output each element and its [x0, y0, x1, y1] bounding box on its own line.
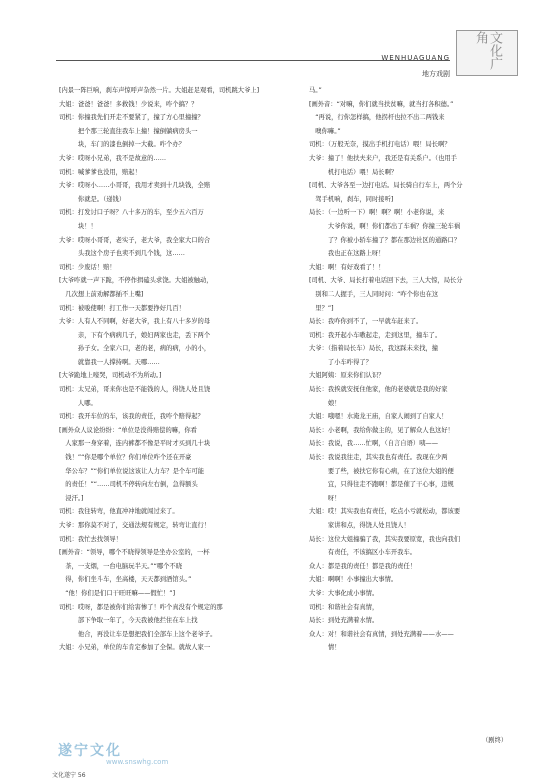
script-line: 局长：我挨就安抚住他家，他的老婆就是我的好家 — [309, 386, 448, 394]
script-line: [内景一阵巨响，刹车声惊呼声杂然一片。大姐赶足观看，司机跳大爷上] — [59, 87, 260, 94]
script-line: 块，车门的漆也倒掉一大截。咋个办？ — [59, 141, 185, 149]
script-line: [画外音：“对嘛，你们就当扶贫嘛，就当打各积德。” — [309, 100, 454, 108]
script-line: 大爷：（指着局长车）局长，我这踩未来找，撞 — [309, 345, 439, 353]
script-line: 我也正在这路上呀！ — [309, 250, 385, 258]
script-line: 里？”] — [309, 304, 334, 312]
script-line: 局长：这位大姐撞骗了我，其实我要原宽，我也向我们 — [309, 535, 461, 543]
script-line: 他合，再没让车是想把我们全部车上这个老爷子。 — [59, 630, 217, 638]
script-line: 大姐阿姨：原来你们认识？ — [309, 372, 385, 380]
script-line: 司机：和谐社会有真情， — [309, 603, 379, 611]
script-line: 了小车咋得了？ — [309, 358, 372, 366]
script-line: 司机：我开起小车嗷起走，走到这里，撞车了。 — [309, 331, 442, 339]
script-line: 钱！”“你是哪个单位？你们单位咋个还在开豪 — [59, 454, 192, 462]
left-column — [59, 84, 284, 655]
script-line: 局长：我说，我……忙啊，（自言自语）咦—— — [309, 440, 439, 448]
script-line: 块！！ — [59, 222, 97, 230]
script-line: 了？你被小轿车撞了？都在那边社区的通路口？ — [309, 236, 461, 244]
script-line: 大爷：那你莫不对了，交通法规有规定，转弯让直行！ — [59, 522, 211, 529]
script-line: [大爷咋就一声下跪，不停作揖磕头求饶。大姐被触动， — [59, 277, 213, 285]
footer-brand: 遂宁文化 — [58, 743, 122, 759]
script-line: 头我这个房子也卖不到几个钱，这…… — [59, 250, 185, 258]
script-line: 大姐：小兄弟，单位的车肯定参加了全保。就故人家一 — [59, 644, 211, 652]
script-line: 大爷：哎呀小哥哥，老实子，老大爷，我全家大口的合 — [59, 236, 211, 244]
script-line: 部下争取一年了，今天我被他拦住在车上找 — [59, 617, 198, 625]
script-line: 要了些，被扶它你有心病，在了这位大姐的便 — [309, 467, 454, 475]
script-line: 机打电话）喂！局长啊？ — [309, 168, 398, 176]
script-line: 大爷：大事化成小事情。 — [309, 589, 379, 597]
header-logo — [456, 30, 518, 76]
script-line: 司机：被唆使啊！打工作一天都要挣好几百！ — [59, 304, 185, 312]
script-line: [大爷跪地上嚎哭，司机动不为所动。] — [59, 372, 162, 380]
script-line: [司机、大爷、局长打着电话回下去，三人大惊，局长分 — [309, 277, 463, 285]
script-line: 孙子女。全家六口，老的老，病的病，小的小， — [59, 345, 211, 353]
script-line: 司机：我忙去找领导！ — [59, 535, 122, 543]
footer-page-label: 文化遂宁 56 — [52, 772, 86, 779]
script-line: 家讲和点，得饶人处且饶人！ — [309, 522, 410, 529]
script-line: 局长：我说我往走，其实我也有责任。我现在少两 — [309, 454, 448, 462]
script-line: 几次想上前劝解都插不上嘴] — [59, 290, 144, 298]
end-note: （剧终） — [482, 737, 508, 744]
script-line: 有责任，不该搞区小车开我车。 — [309, 549, 417, 557]
script-line: 把个那三轮直往我车上撞！撞倒躺病房头一 — [59, 127, 198, 135]
script-line: 浸汗。] — [59, 494, 84, 502]
script-line: 司机：你撞我先们开走不要紧了，撞了方心里撞撞？ — [59, 114, 204, 122]
script-line: 大姐：哎！其实我也有责任，吃点小亏就松动，都该要 — [309, 508, 461, 516]
header-section: 地方戏剧 — [422, 70, 450, 78]
script-line: 局长：到处充满着水情。 — [309, 617, 379, 625]
script-line: 你就是。（递钱） — [59, 195, 126, 203]
script-line: 大爷：撞了！他扶夫来户，我还是有关系户。（也用手 — [309, 154, 457, 162]
script-line: 局长：（一边听一下）啊！啊？啊！小老你说，来 — [309, 209, 445, 217]
script-line: 大爷：哎呀小……小哥哥，我用才卖到十几块钱，全赔 — [59, 182, 211, 190]
right-column — [309, 84, 534, 655]
script-line: 司机：（万般无奈，摸出手机打电话）喂！局长啊？ — [309, 141, 451, 149]
script-line: 大姐：哦嗯！水淹龙王庙，自家人闹到了自家人！ — [309, 413, 448, 421]
script-line: 众人：对！和谐社会有真情，到处充满着——水—— — [309, 630, 454, 638]
script-line: 大姐：爸爸！爸爸！多救钱！少说来，咋个搞？？ — [59, 100, 198, 108]
script-line: 大爷：哎呀小兄弟，我不是故意的…… — [59, 154, 167, 162]
script-line: 司机：少废话！赔！ — [59, 263, 116, 271]
script-line: 众人：都是我的责任！都是我的责任！ — [309, 562, 417, 570]
script-line: 司机：我往转弯，他直冲冲地就闯过来了。 — [59, 508, 179, 516]
script-line: 局长：小老啊，我给你做主的，见了解众人也这好！ — [309, 426, 454, 434]
header-logo-text: 文化广角 — [473, 31, 502, 70]
script-line: 就靠我一人撑持啊。天哪…… — [59, 358, 160, 366]
script-line: 马。” — [309, 87, 322, 94]
script-line: 别和二人握手，三人同时问：“咋个你也在这 — [309, 290, 439, 298]
script-line: 大姐：啊啊！小事撞出大事情。 — [309, 576, 398, 584]
script-line: “他！你们是们口干旺旺嘛——假忙！”] — [59, 589, 176, 597]
script-line: 司机：太兄弟，哥来你也是不能钱的人，得饶人处且饶 — [59, 386, 211, 394]
script-line: 司机：哎呀，都是被你们给害惨了！咋个真没有个规定的那 — [59, 603, 223, 611]
script-line: 大姐：啊！有好戏看了！！ — [309, 263, 385, 271]
script-line: 华公车？”“你们单位说这该让人力车？是个车可能 — [59, 467, 205, 475]
script-line: [画外众人议论纷纷：“单位是没得赔偿的嘛，你看 — [59, 426, 197, 434]
script-line: 驾手机响，刹车，同时接听] — [309, 195, 394, 203]
script-line: 局长：我咋你到不了，一早就车赶来了。 — [309, 318, 423, 326]
script-line: [画外音：“领导，哪个不晓得领导是坐办公室的，一杯 — [59, 549, 210, 557]
script-line: 大爷：人有人不同啊，好老大爷，我上有八十多岁的母 — [59, 318, 211, 326]
script-line: 情！ — [309, 644, 341, 652]
script-line: 得，你们坐斗车，坐高楼，天天都到酒馆头。” — [59, 576, 192, 584]
header-rule — [56, 60, 450, 61]
footer-url: www.snswhg.com — [106, 758, 169, 766]
script-line: 宜，只得往走不跑啊！都是催了干心事，违规 — [309, 481, 454, 489]
script-line: 噢你嘛。” — [309, 127, 341, 135]
script-line: 娘！ — [309, 399, 341, 407]
script-line: 茶，一支烟，一台电脑玩半天。”“哪个不晓 — [59, 562, 183, 570]
script-line: 的责任！”“……司机不停转向左右倒，急得额头 — [59, 481, 198, 489]
script-line: 呀！ — [309, 494, 341, 502]
script-line: 司机：我开车位的车，该我的责任，我咋个赔得起？ — [59, 413, 204, 421]
script-line: 司机：喊爹爹也没用，赔起！ — [59, 168, 141, 176]
header-brand-en: WENHUAGUANG — [381, 54, 450, 62]
script-line: 人哪。 — [59, 399, 97, 407]
script-line: 人家那一身穿着，连内裤都不像是平时才买到几十块 — [59, 440, 211, 448]
script-line: 司机：打发讨口子呀？八十多万的车，至少五六百万 — [59, 209, 204, 217]
script-line: 亲，下有个病病几子，娘妇两家也走，丢下两个 — [59, 331, 211, 339]
script-line: [司机、大爷各至一边打电话。局长骑自行车上，两个分 — [309, 182, 463, 190]
script-line: 大爷你说，啊！你们都出了车祸？你撞三轮车祸 — [309, 222, 461, 230]
script-line: “再说，行你怎样搞，他拐杆也拉不出二两钱来 — [309, 114, 445, 122]
page-header — [0, 16, 534, 78]
